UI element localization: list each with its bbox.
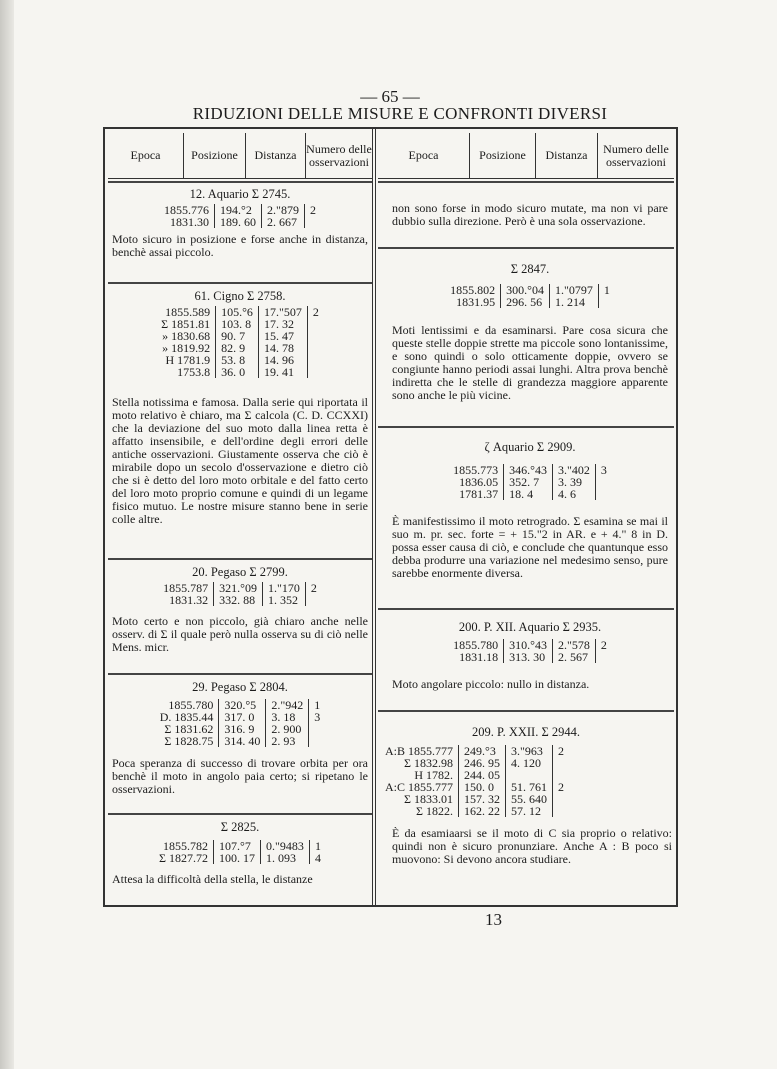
obs-epoch: 1855.780 <box>453 638 499 652</box>
obs-position: 316. 9 <box>219 723 266 735</box>
obs-position: 107.°7 <box>214 840 261 852</box>
obs-epoch: 1855.589 <box>165 305 211 319</box>
obs-distance: 3. 39 <box>552 476 595 488</box>
note-text: Poca speranza di successo di trovare orbita per ora benchè il moto in angolo paia certo; si ripetano le osservazioni. <box>112 756 368 796</box>
obs-epoch: Σ 1851.81 <box>161 317 211 331</box>
obs-count <box>553 805 570 817</box>
obs-position: 100. 17 <box>214 852 261 864</box>
obs-count <box>307 318 324 330</box>
obs-position: 249.°3 <box>459 745 506 757</box>
obs-distance: 0."9483 <box>261 840 310 852</box>
star-entry-61-cigno <box>112 290 368 526</box>
star-entry-20-pegaso <box>112 566 368 654</box>
obs-epoch: Σ 1828.75 <box>164 734 214 748</box>
obs-distance: 51. 761 <box>506 781 553 793</box>
obs-count <box>307 354 324 366</box>
table-row <box>156 366 324 378</box>
star-heading: Σ 2825. <box>220 820 260 834</box>
obs-count <box>309 723 326 735</box>
obs-distance: 1. 093 <box>261 852 310 864</box>
star-heading: 29. Pegaso Σ 2804. <box>192 680 288 694</box>
obs-position: 296. 56 <box>501 296 550 308</box>
obs-epoch: 1831.95 <box>456 295 496 309</box>
obs-distance: 1. 352 <box>262 594 305 606</box>
obs-epoch: Σ 1822. <box>416 804 454 818</box>
obs-epoch: 1855.776 <box>164 203 210 217</box>
obs-epoch: Σ 1833.01 <box>404 792 454 806</box>
obs-count: 2 <box>305 582 322 594</box>
obs-epoch: 1831.18 <box>459 650 499 664</box>
obs-position: 321.°09 <box>214 582 263 594</box>
note-text: È manifestissimo il moto retrogrado. Σ esamina se mai il suo m. pr. sec. forte = + 15."2 in AR. e + 4." 8 in D. possa esser causa di ciò, e conclude che quantunque esso debba produrre una variazione nel medesimo senso, pure sarebbe enormente diversa. <box>392 514 668 580</box>
obs-position: 162. 22 <box>459 805 506 817</box>
obs-distance: 1. 214 <box>549 296 598 308</box>
obs-count <box>309 735 326 747</box>
star-heading: 200. P. XII. Aquario Σ 2935. <box>458 620 602 634</box>
header-distanza: Distanza <box>536 133 598 178</box>
obs-epoch: A:C 1855.777 <box>385 780 454 794</box>
obs-position: 194.°2 <box>215 204 262 216</box>
obs-position: 352. 7 <box>504 476 553 488</box>
obs-distance: 3. 18 <box>266 711 309 723</box>
star-heading: ζ Aquario Σ 2909. <box>484 440 576 454</box>
left-column-header <box>108 133 372 179</box>
obs-distance: 2. 567 <box>552 651 595 663</box>
obs-distance: 55. 640 <box>506 793 553 805</box>
table-row <box>445 296 615 308</box>
star-heading: Σ 2847. <box>510 262 550 276</box>
obs-count <box>553 793 570 805</box>
obs-epoch: 1781.37 <box>459 487 499 501</box>
obs-distance: 2."578 <box>552 639 595 651</box>
obs-count: 3 <box>595 464 612 476</box>
header-epoca: Epoca <box>108 133 184 178</box>
table-row <box>448 488 612 500</box>
note-text: non sono forse in modo sicuro mutate, ma non vi pare dubbio sulla direzione. Però è una sola osservazione. <box>392 201 668 228</box>
table-row <box>448 651 612 663</box>
obs-epoch: 1836.05 <box>459 475 499 489</box>
section-rule <box>378 247 674 249</box>
star-heading: 61. Cigno Σ 2758. <box>194 289 286 303</box>
obs-epoch: » 1819.92 <box>162 341 211 355</box>
header-posizione: Posizione <box>470 133 536 178</box>
obs-count: 2 <box>553 781 570 793</box>
obs-count <box>304 216 321 228</box>
obs-count <box>598 296 615 308</box>
section-rule <box>108 282 372 284</box>
observation-table <box>158 582 322 606</box>
obs-position: 157. 32 <box>459 793 506 805</box>
obs-position: 189. 60 <box>215 216 262 228</box>
obs-position: 300.°04 <box>501 284 550 296</box>
obs-distance: 4. 6 <box>552 488 595 500</box>
obs-distance: 3."402 <box>552 464 595 476</box>
obs-epoch: 1855.773 <box>453 463 499 477</box>
star-entry-2847 <box>392 263 668 402</box>
obs-position: 36. 0 <box>216 366 259 378</box>
obs-count: 2 <box>553 745 570 757</box>
star-entry-200-p-xii <box>392 621 668 691</box>
obs-position: 103. 8 <box>216 318 259 330</box>
star-heading: 20. Pegaso Σ 2799. <box>192 565 288 579</box>
obs-epoch: 1855.802 <box>450 283 496 297</box>
page-title: RIDUZIONI DELLE MISURE E CONFRONTI DIVERSI <box>192 104 608 123</box>
obs-epoch: 1855.787 <box>163 581 209 595</box>
obs-position: 313. 30 <box>504 651 553 663</box>
obs-distance: 1."0797 <box>549 284 598 296</box>
obs-count: 1 <box>309 699 326 711</box>
obs-distance: 2. 93 <box>266 735 309 747</box>
obs-epoch: 1831.30 <box>170 215 210 229</box>
note-text: Moti lentissimi e da esaminarsi. Pare cosa sicura che queste stelle doppie strette ma piccole sono lontanissime, e sono quindi o solo otticamente doppie, ovvero se congiunte hanno periodi assai lunghi. Altra prova benchè indiretta che le stelle di grandezza maggiore apparente sono anche le più vicine. <box>392 323 668 402</box>
section-rule <box>378 608 674 610</box>
section-rule <box>378 181 674 183</box>
obs-distance: 17. 32 <box>258 318 307 330</box>
obs-distance: 2."879 <box>262 204 305 216</box>
section-rule <box>108 558 372 560</box>
obs-count <box>307 342 324 354</box>
obs-count <box>305 594 322 606</box>
table-row <box>159 216 321 228</box>
obs-epoch: H 1782. <box>414 768 454 782</box>
obs-count <box>595 651 612 663</box>
obs-epoch: Σ 1832.98 <box>404 756 454 770</box>
obs-epoch: 1855.780 <box>168 698 214 712</box>
observation-table <box>380 745 569 817</box>
obs-distance: 19. 41 <box>258 366 307 378</box>
note-text: Moto certo e non piccolo, già chiaro anche nelle osserv. di Σ il quale però nulla osserva su di ciò nelle Mens. micr. <box>112 614 368 654</box>
observation-table <box>154 840 326 864</box>
obs-position: 317. 0 <box>219 711 266 723</box>
table-row <box>154 852 326 864</box>
observation-table <box>448 639 612 663</box>
note-text: Moto angolare piccolo: nullo in distanza. <box>392 677 590 691</box>
obs-count <box>595 476 612 488</box>
header-epoca: Epoca <box>378 133 470 178</box>
obs-position: 314. 40 <box>219 735 266 747</box>
obs-epoch: » 1830.68 <box>162 329 211 343</box>
obs-epoch: A:B 1855.777 <box>385 744 454 758</box>
observation-table <box>448 464 612 500</box>
obs-count: 4 <box>309 852 326 864</box>
obs-position: 332. 88 <box>214 594 263 606</box>
observation-table <box>155 699 326 747</box>
obs-position: 244. 05 <box>459 769 506 781</box>
obs-distance: 17."507 <box>258 306 307 318</box>
note-text: Attesa la difficoltà della stella, le distanze <box>112 872 313 886</box>
obs-position: 246. 95 <box>459 757 506 769</box>
obs-distance: 15. 47 <box>258 330 307 342</box>
obs-count <box>553 757 570 769</box>
star-entry-12-aquario <box>112 188 368 259</box>
obs-count <box>307 366 324 378</box>
obs-distance: 3."963 <box>506 745 553 757</box>
section-rule <box>108 813 372 815</box>
obs-position: 90. 7 <box>216 330 259 342</box>
obs-count: 2 <box>595 639 612 651</box>
obs-position: 53. 8 <box>216 354 259 366</box>
obs-position: 82. 9 <box>216 342 259 354</box>
star-heading: 12. Aquario Σ 2745. <box>189 187 291 201</box>
section-rule <box>108 181 372 183</box>
obs-count: 2 <box>307 306 324 318</box>
note-text: Moto sicuro in posizione e forse anche in distanza, benchè assai piccolo. <box>112 232 368 259</box>
table-row <box>380 805 569 817</box>
observation-table <box>159 204 321 228</box>
header-numero: Numero delle osservazioni <box>306 141 372 169</box>
section-rule <box>378 426 674 428</box>
obs-epoch: D. 1835.44 <box>159 710 214 724</box>
obs-distance: 4. 120 <box>506 757 553 769</box>
note-text: È da esamiaarsi se il moto di C sia proprio o relativo: quindi non è sicuro pronunziare. Anche A : B poco si muovono: Si devono ancora studiare. <box>392 826 672 866</box>
obs-count <box>595 488 612 500</box>
right-column-header <box>378 133 674 179</box>
obs-distance: 14. 78 <box>258 342 307 354</box>
obs-position: 105.°6 <box>216 306 259 318</box>
obs-epoch: H 1781.9 <box>165 353 211 367</box>
star-entry-29-pegaso <box>112 681 368 796</box>
obs-count: 1 <box>598 284 615 296</box>
star-entry-2825 <box>112 821 368 886</box>
obs-distance: 2. 667 <box>262 216 305 228</box>
obs-epoch: 1831.32 <box>169 593 209 607</box>
header-posizione: Posizione <box>184 133 246 178</box>
header-distanza: Distanza <box>246 133 306 178</box>
observation-table <box>156 306 324 378</box>
obs-position: 150. 0 <box>459 781 506 793</box>
observation-table <box>445 284 615 308</box>
header-numero: Numero delle osservazioni <box>603 141 669 169</box>
star-heading: 209. P. XXII. Σ 2944. <box>472 725 580 739</box>
note-text: Stella notissima e famosa. Dalla serie qui riportata il moto relativo è chiaro, ma Σ calcola (C. D. CCXXI) che la deviazione del suo moto dalla linea retta è affatto insensibile, e dell'ordine degli errori delle antiche osservazioni. Giustamente osserva che ciò è mirabile dopo un secolo d'osservazione e dietro ciò che si è detto del loro moto orbitale e del fatto certo del loro moto proprio comune e quindi di un legame fisico mutuo. Le nostre misure stanno bene in serie colle altre. <box>112 395 368 526</box>
page-number: — 65 — <box>360 87 420 106</box>
obs-epoch: Σ 1827.72 <box>159 851 209 865</box>
obs-epoch: 1753.8 <box>177 365 211 379</box>
page-gutter-shadow <box>0 0 14 1069</box>
obs-position: 310.°43 <box>504 639 553 651</box>
section-rule <box>108 673 372 675</box>
obs-distance: 2."942 <box>266 699 309 711</box>
star-entry-209-p-xxii <box>380 726 672 866</box>
section-rule <box>378 710 674 712</box>
obs-epoch: Σ 1831.62 <box>164 722 214 736</box>
obs-count: 1 <box>309 840 326 852</box>
obs-distance: 14. 96 <box>258 354 307 366</box>
obs-distance: 57. 12 <box>506 805 553 817</box>
obs-count <box>307 330 324 342</box>
table-row <box>158 594 322 606</box>
continued-note <box>392 202 668 228</box>
column-divider <box>372 127 376 907</box>
obs-distance: 1."170 <box>262 582 305 594</box>
obs-position: 320.°5 <box>219 699 266 711</box>
obs-count: 3 <box>309 711 326 723</box>
obs-position: 18. 4 <box>504 488 553 500</box>
obs-position: 346.°43 <box>504 464 553 476</box>
obs-epoch: 1855.782 <box>163 839 209 853</box>
obs-distance: 2. 900 <box>266 723 309 735</box>
table-row <box>155 735 326 747</box>
obs-count: 2 <box>304 204 321 216</box>
signature-mark: 13 <box>485 910 502 929</box>
star-entry-zeta-aquario <box>392 441 668 580</box>
